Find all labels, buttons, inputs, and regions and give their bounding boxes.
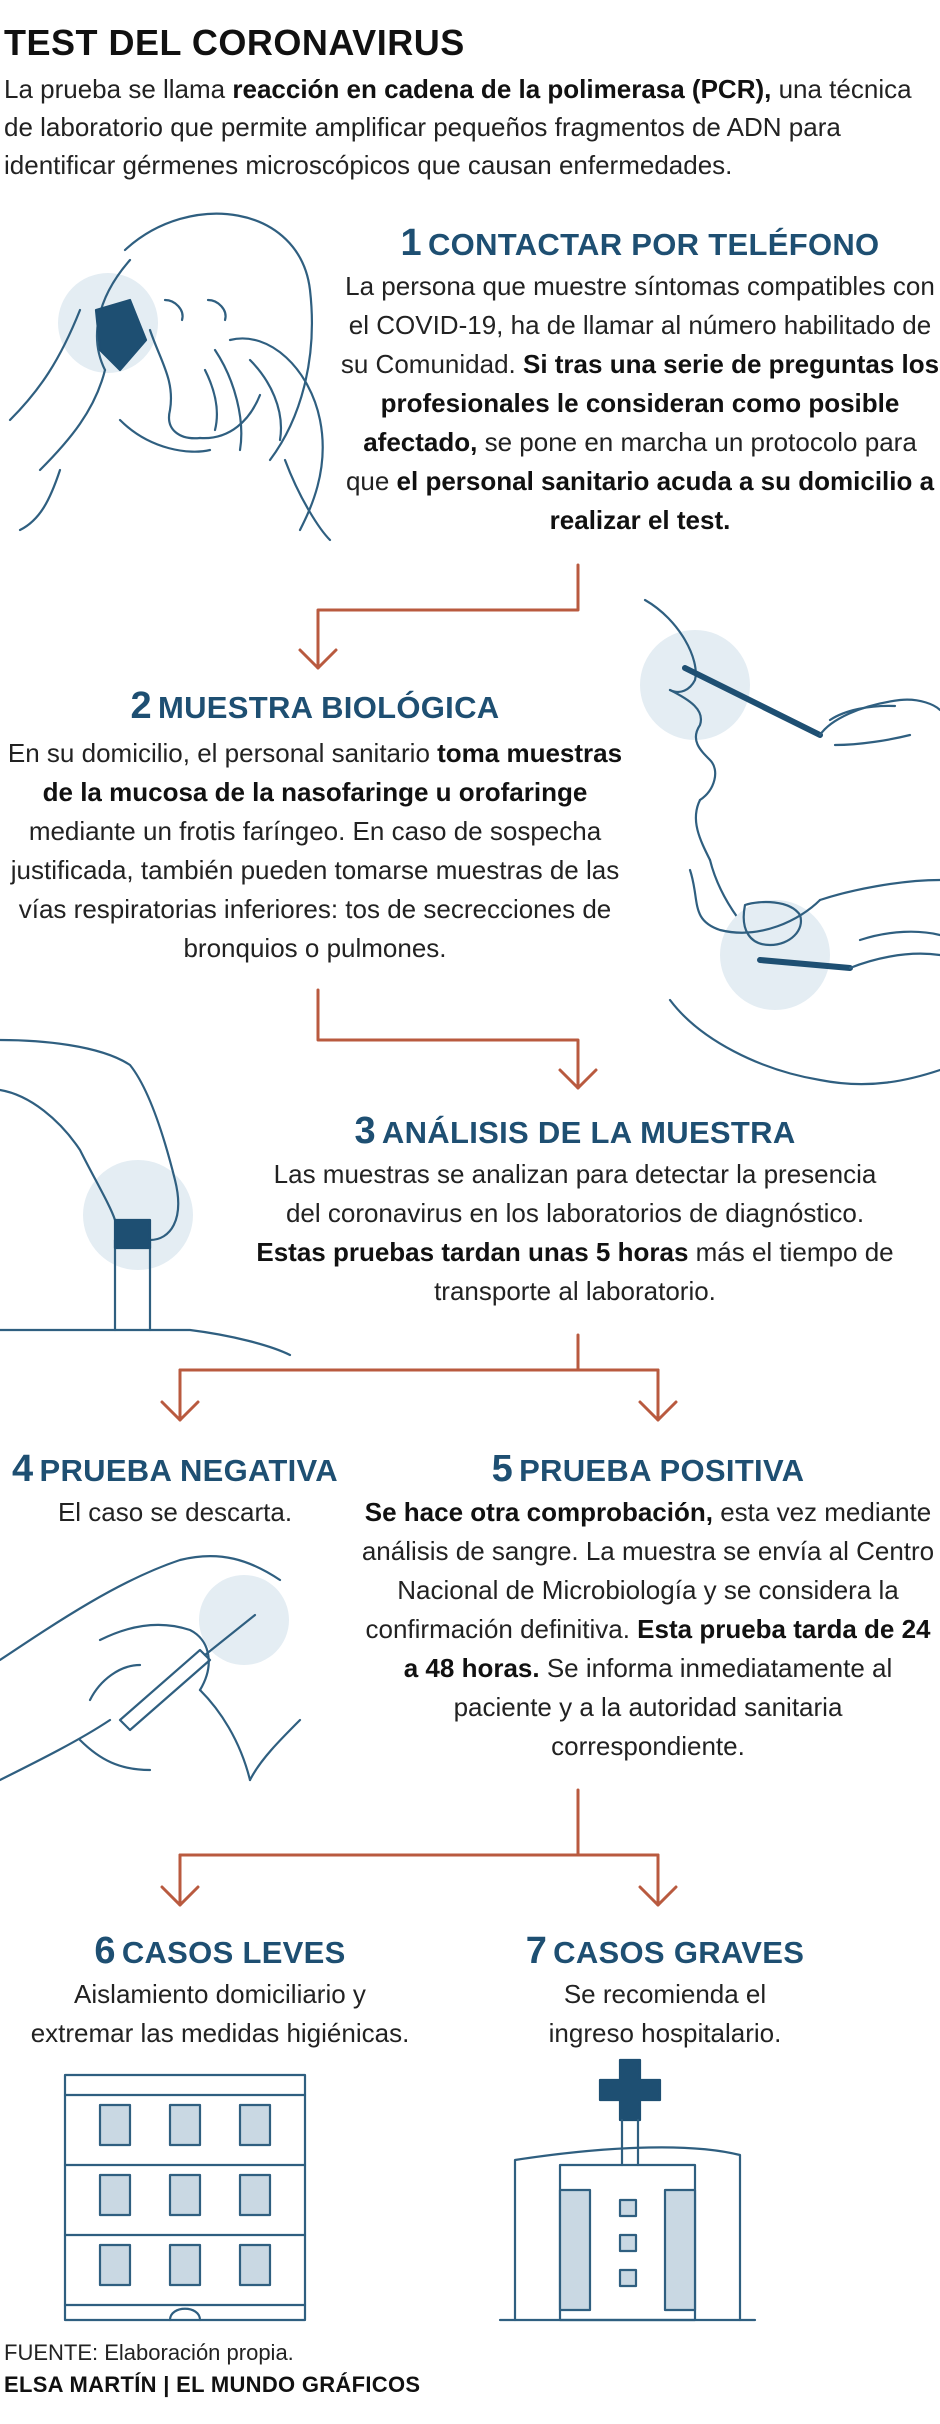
step-5-text: Se hace otra comprobación, esta vez mediante análisis de sangre. La muestra se envía al Centro Nacional de Microbiología y se considera la confirmación definitiva. Esta prueba tarda de 24 a 48 horas. Se informa inmediatamente al paciente y a la autoridad sanitaria correspondiente. [361,1497,935,1761]
step-2 [0,685,630,968]
hospital-illustration [500,2060,755,2320]
step-5-heading: 5 PRUEBA POSITIVA [491,1448,805,1490]
step-1 [340,222,940,540]
step-6-text: Aislamiento domiciliario y extremar las medidas higiénicas. [30,1979,410,2048]
step-3 [255,1110,895,1311]
step-6-heading: 6 CASOS LEVES [94,1930,346,1972]
person-phone-illustration [10,214,330,540]
step-4-text: El caso se descarta. [57,1497,293,1527]
source-note: FUENTE: Elaboración propia. [4,2340,294,2365]
step-7-heading: 7 CASOS GRAVES [525,1930,805,1972]
blood-test-illustration [0,1556,300,1780]
step-3-heading: 3 ANÁLISIS DE LA MUESTRA [354,1110,796,1152]
arrow-3-to-4-5 [162,1335,676,1420]
step-1-text: La persona que muestre síntomas compatibles con el COVID-19, ha de llamar al número habilitado de su Comunidad. Si tras una serie de preguntas los profesionales le consideran como posible afectado, se pone en marcha un protocolo para que el personal sanitario acuda a su domicilio a realizar el test. [340,271,940,535]
step-4-heading: 4 PRUEBA NEGATIVA [12,1448,338,1490]
test-tube-illustration [0,1040,290,1355]
page-title: TEST DEL CORONAVIRUS [4,22,465,63]
apartment-building-illustration [65,2075,305,2320]
step-4 [0,1448,350,1532]
credit-line: ELSA MARTÍN | EL MUNDO GRÁFICOS [4,2372,421,2397]
intro-text: La prueba se llama reacción en cadena de la polimerasa (PCR), una técnica de laboratorio que permite amplificar pequeños fragmentos de ADN para identificar gérmenes microscópicos que causan enfermedades. [4,74,912,180]
step-1-heading: 1 CONTACTAR POR TELÉFONO [400,222,880,264]
step-3-text: Las muestras se analizan para detectar la presencia del coronavirus en los laboratorios de diagnóstico. Estas pruebas tardan unas 5 horas más el tiempo de transporte al laboratorio. [256,1159,894,1306]
step-5 [358,1448,938,1766]
step-2-heading: 2 MUESTRA BIOLÓGICA [130,685,500,727]
throat-swab-illustration [670,870,940,1084]
arrow-2-to-3 [318,990,596,1088]
arrow-1-to-2 [300,565,578,668]
step-7 [480,1930,850,2053]
step-2-text: En su domicilio, el personal sanitario toma muestras de la mucosa de la nasofaringe u orofaringe mediante un frotis faríngeo. En caso de sospecha justificada, también pueden tomarse muestras de las vías respiratorias inferiores: tos de secrecciones de bronquios o pulmones. [7,738,623,963]
arrow-5-to-6-7 [162,1790,676,1905]
step-6 [0,1930,440,2053]
step-7-text: Se recomienda el ingreso hospitalario. [548,1979,782,2048]
